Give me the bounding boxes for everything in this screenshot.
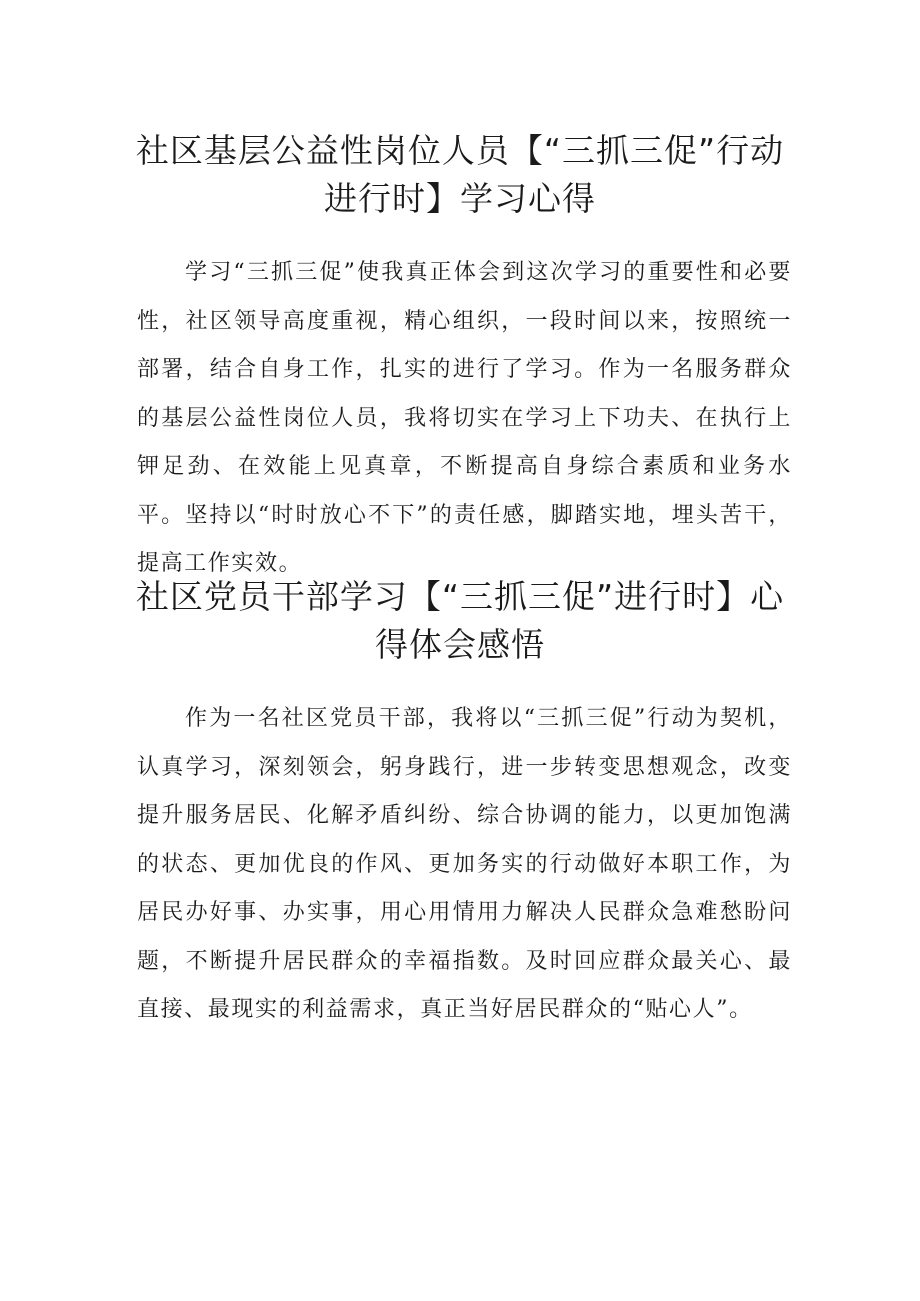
section-2-body: 作为一名社区党员干部，我将以“三抓三促”行动为契机，认真学习，深刻领会，躬身践行，进一步转变思想观念，改变提升服务居民、化解矛盾纠纷、综合协调的能力，以更加饱满的状态、更加优良的作风、更加务实的行动做好本职工作，为居民办好事、办实事，用心用情用力解决人民群众急难愁盼问题，不断提升居民群众的幸福指数。及时回应群众最关心、最直接、最现实的利益需求，真正当好居民群众的“贴心人”。 [137,706,792,1022]
section-2-title: 社区党员干部学习【“三抓三促”进行时】心得体会感悟 [135,577,785,664]
section-1-body: 学习“三抓三促”使我真正体会到这次学习的重要性和必要性，社区领导高度重视，精心组织，一段时间以来，按照统一部署，结合自身工作，扎实的进行了学习。作为一名服务群众的基层公益性岗位人员，我将切实在学习上下功夫、在执行上钾足劲、在效能上见真章，不断提高自身综合素质和业务水平。坚持以“时时放心不下”的责任感，脚踏实地，埋头苦干，提高工作实效。 [137,260,792,576]
section-1-title: 社区基层公益性岗位人员【“三抓三促”行动进行时】学习心得 [135,131,785,218]
